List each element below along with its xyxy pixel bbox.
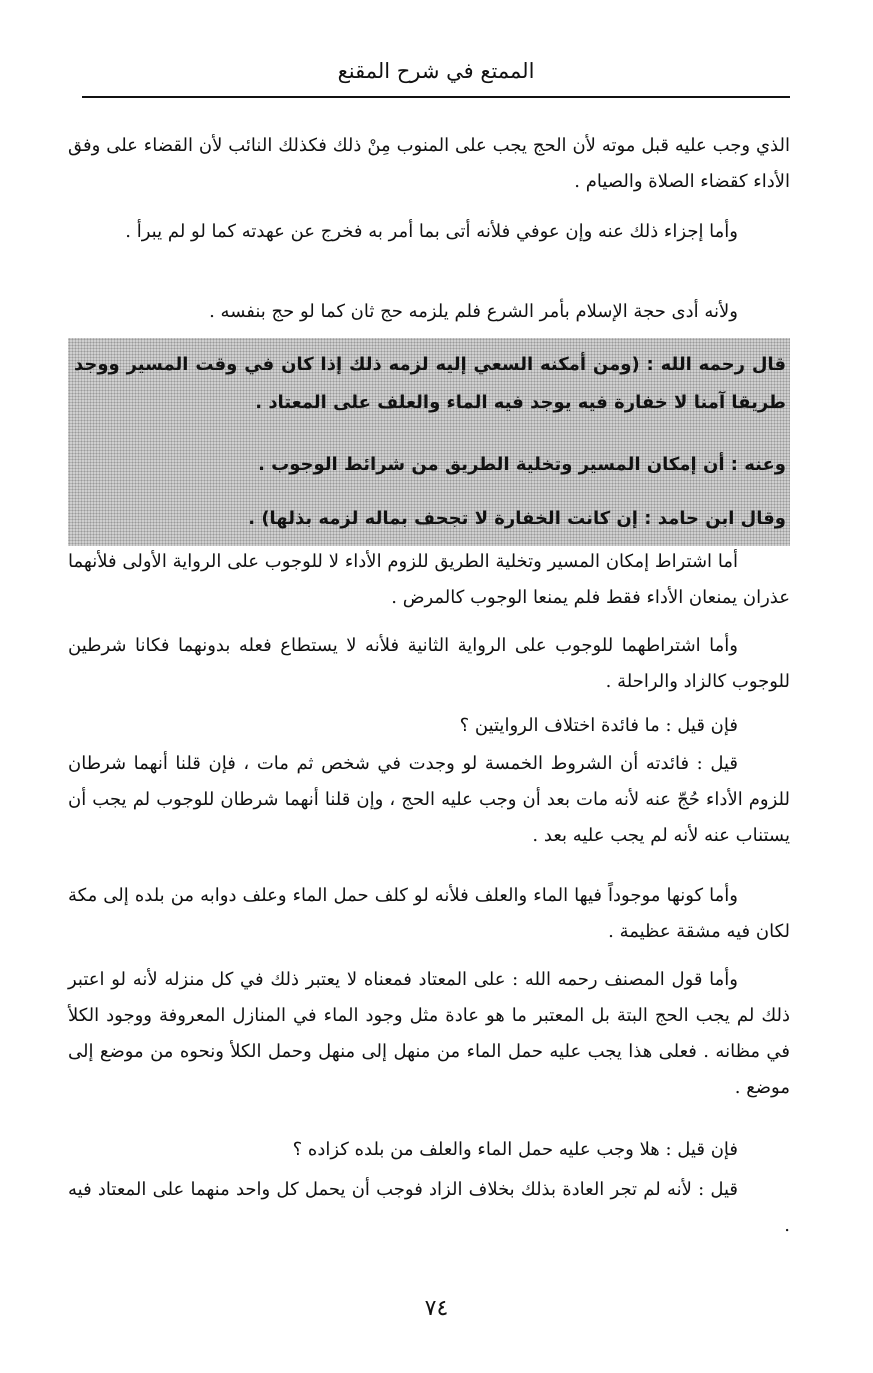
paragraph: وأما كونها موجوداً فيها الماء والعلف فلأنه لو كلف حمل الماء وعلف دوابه من بلده إلى مكة لكان فيه مشقة عظيمة . [68,885,790,942]
running-header [82,56,790,98]
quoted-matn-text: قال رحمه الله : (ومن أمكنه السعي إليه لزمه ذلك إذا كان في وقت المسير ووجد طريقا آمنا لا خفارة فيه يوجد فيه الماء والعلف على المعتاد . [74,354,786,413]
paragraph: وأما إجزاء ذلك عنه وإن عوفي فلأنه أتى بما أمر به فخرج عن عهدته كما لو لم يبرأ . [125,221,738,242]
quoted-matn-text: وعنه : أن إمكان المسير وتخلية الطريق من شرائط الوجوب . [258,454,786,475]
book-title: الممتع في شرح المقنع [337,59,535,83]
paragraph: وأما اشتراطهما للوجوب على الرواية الثانية فلأنه لا يستطاع فعله بدونهما فكانا شرطين للوجوب كالزاد والراحلة . [68,635,790,692]
paragraph: فإن قيل : ما فائدة اختلاف الروايتين ؟ [459,715,738,736]
paragraph: الذي وجب عليه قبل موته لأن الحج يجب على المنوب مِنْ ذلك فكذلك النائب لأن القضاء على وفق الأداء كقضاء الصلاة والصيام . [68,135,790,192]
header-rule [82,96,790,98]
quoted-matn-text: وقال ابن حامد : إن كانت الخفارة لا تجحف بماله لزمه بذلها) . [248,508,786,529]
page-number: ٧٤ [424,1296,449,1321]
paragraph: وأما قول المصنف رحمه الله : على المعتاد فمعناه لا يعتبر ذلك في كل منزله لأنه لو اعتبر ذلك لم يجب الحج البتة بل المعتبر ما هو عادة مثل وجود الماء في المنازل المعروفة ووجود الكلأ في مظانه . فعلى هذا يجب عليه حمل الماء من منهل إلى منهل وحمل الكلأ ونحوه من موضع إلى موضع . [68,969,790,1098]
paragraph: قيل : لأنه لم تجر العادة بذلك بخلاف الزاد فوجب أن يحمل كل واحد منهما على المعتاد فيه . [68,1179,790,1236]
paragraph: قيل : فائدته أن الشروط الخمسة لو وجدت في شخص ثم مات ، فإن قلنا أنهما شرطان للزوم الأداء حُجّ عنه لأنه مات بعد أن وجب عليه الحج ، وإن قلنا أنهما شرطان للوجوب لم يجب أن يستناب عنه لأنه لم يجب عليه بعد . [68,753,790,846]
paragraph: أما اشتراط إمكان المسير وتخلية الطريق للزوم الأداء لا للوجوب على الرواية الأولى فلأنهما عذران يمنعان الأداء فقط فلم يمنعا الوجوب كالمرض . [68,551,790,608]
paragraph: فإن قيل : هلا وجب عليه حمل الماء والعلف من بلده كزاده ؟ [292,1139,738,1160]
paragraph: ولأنه أدى حجة الإسلام بأمر الشرع فلم يلزمه حج ثان كما لو حج بنفسه . [209,301,738,322]
